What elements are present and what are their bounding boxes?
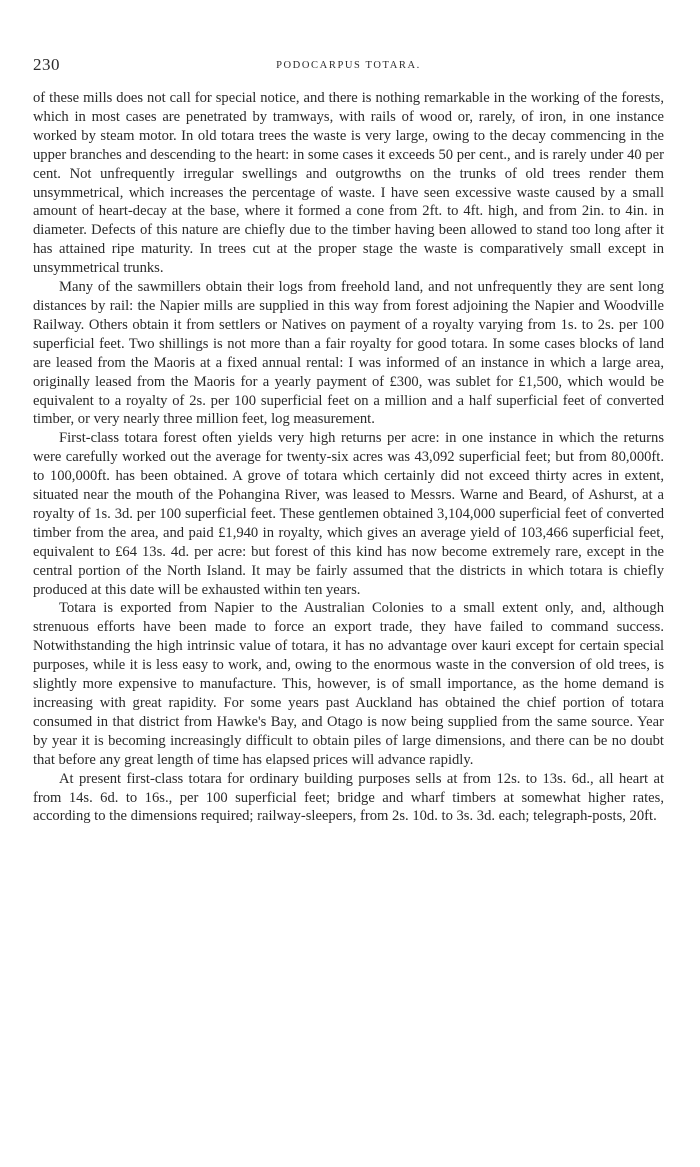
book-page — [33, 55, 664, 826]
running-title: PODOCARPUS TOTARA. — [276, 60, 421, 71]
paragraph: First-class totara forest often yields very high returns per acre: in one instance in which the returns were carefully worked out the average for twenty-six acres was 43,092 superficial feet; but from 80,000ft. to 100,000ft. has been obtained. A grove of totara which certainly did not exceed thirty acres in extent, situated near the mouth of the Pohangina River, was leased to Messrs. Warne and Beard, of Ashurst, at a royalty of 1s. 3d. per 100 superficial feet. These gentlemen obtained 3,104,000 superficial feet of converted timber from the area, and paid £1,940 in royalty, which gives an average yield of 103,466 superficial feet, equivalent to £64 13s. 4d. per acre: but forest of this kind has now become extremely rare, except in the central portion of the North Island. It may be fairly assumed that the districts in which totara is chiefly produced at this date will be exhausted within ten years. — [33, 430, 664, 598]
running-head — [33, 55, 664, 77]
page-number: 230 — [33, 55, 60, 74]
paragraph: Many of the sawmillers obtain their logs from freehold land, and not unfrequently they are sent long distances by rail: the Napier mills are supplied in this way from forest adjoining the Napier and Woodville Railway. Others obtain it from settlers or Natives on payment of a royalty varying from 1s. to 2s. per 100 superficial feet. Two shillings is not more than a fair royalty for good totara. In some cases blocks of land are leased from the Maoris at a fixed annual rental: I was informed of an instance in which a large area, originally leased from the Maoris for a yearly payment of £300, was sublet for £1,500, which would be equivalent to a royalty of 2s. per 100 superficial feet on a million and a half superficial feet of converted timber, or very nearly three million feet, log measurement. — [33, 279, 664, 428]
paragraph: of these mills does not call for special notice, and there is nothing remarkable in the working of the forests, which in most cases are penetrated by tramways, with rails of wood or, rarely, of iron, in one instance worked by steam motor. In old totara trees the waste is very large, owing to the decay commencing in the upper branches and descending to the heart: in some cases it exceeds 50 per cent., and is rarely under 40 per cent. Not unfrequently irregular swellings and outgrowths on the trunks of old trees render them unsymmetrical, which increases the percentage of waste. I have seen excessive waste caused by a small amount of heart-decay at the base, where it formed a cone from 2ft. to 4ft. high, and from 2in. to 4in. in diameter. Defects of this nature are chiefly due to the timber having been allowed to stand too long after it has attained ripe maturity. In trees cut at the proper stage the waste is comparatively small except in unsymmetrical trunks. — [33, 90, 664, 277]
paragraph: At present first-class totara for ordinary building purposes sells at from 12s. to 13s. 6d., all heart at from 14s. 6d. to 16s., per 100 superficial feet; bridge and wharf timbers at somewhat higher rates, according to the dimensions required; railway-sleepers, from 2s. 10d. to 3s. 3d. each; telegraph-posts, 20ft. — [33, 770, 664, 825]
paragraph: Totara is exported from Napier to the Australian Colonies to a small extent only, and, although strenuous efforts have been made to force an export trade, they have failed to command success. Notwithstanding the high intrinsic value of totara, it has no advantage over kauri except for certain special purposes, while it is less easy to work, and, owing to the enormous waste in the conversion of old trees, is slightly more expensive to manufacture. This, however, is of small importance, as the home demand is increasing with great rapidity. For some years past Auckland has obtained the chief portion of totara consumed in that district from Hawke's Bay, and Otago is now being supplied from the same source. Year by year it is becoming increasingly difficult to obtain piles of large dimensions, and there can be no doubt that before any great length of time has elapsed prices will advance rapidly. — [33, 600, 664, 768]
body-text — [33, 89, 664, 826]
